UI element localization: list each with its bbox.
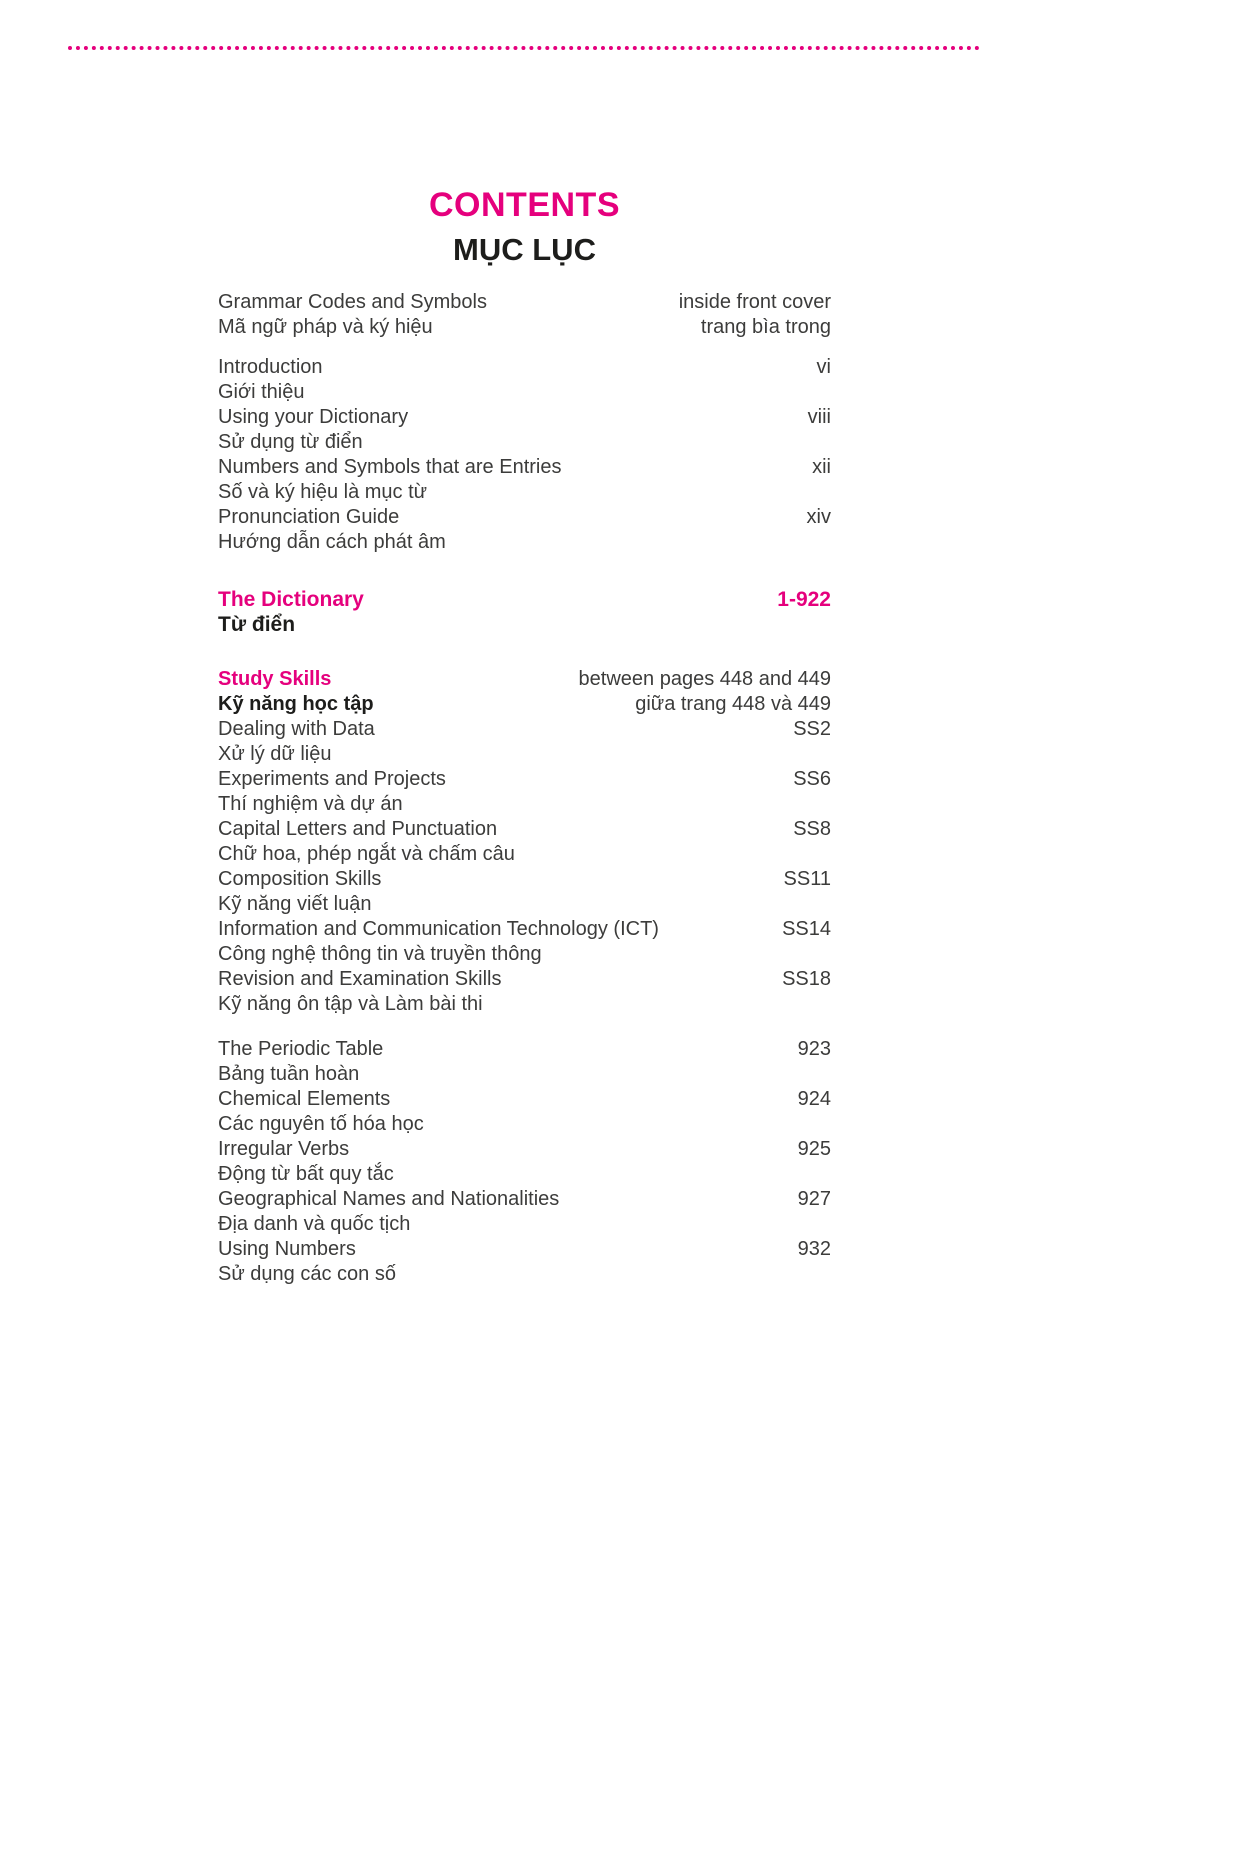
entry-page: SS18: [782, 968, 831, 990]
entry-label: Mã ngữ pháp và ký hiệu: [218, 316, 433, 338]
entry-label: Geographical Names and Nationalities: [218, 1188, 560, 1210]
toc-row: [218, 692, 831, 717]
entry-label: Information and Communication Technology (ICT): [218, 918, 659, 940]
toc-row: [218, 315, 831, 340]
entry-label: Composition Skills: [218, 868, 382, 890]
entry-page: SS8: [793, 818, 831, 840]
entry-page: between pages 448 and 449: [578, 668, 831, 690]
entry-label: Capital Letters and Punctuation: [218, 818, 498, 840]
entry-label: Grammar Codes and Symbols: [218, 291, 487, 313]
entry-label: Using your Dictionary: [218, 406, 409, 428]
toc-row: [218, 1087, 831, 1112]
entry-label: Hướng dẫn cách phát âm: [218, 531, 446, 553]
toc-row: [218, 1187, 831, 1212]
entry-label: Kỹ năng học tập: [218, 693, 374, 715]
toc-row: [218, 1062, 831, 1087]
entry-page: SS6: [793, 768, 831, 790]
toc-row: [218, 742, 831, 767]
toc-row: [218, 717, 831, 742]
toc-row: [218, 1262, 831, 1287]
entry-label: Pronunciation Guide: [218, 506, 400, 528]
toc-row: [218, 505, 831, 530]
entry-page: SS14: [782, 918, 831, 940]
entry-label: Chemical Elements: [218, 1088, 391, 1110]
toc-row: [218, 992, 831, 1017]
entry-label: Irregular Verbs: [218, 1138, 350, 1160]
entry-page: SS2: [793, 718, 831, 740]
toc-row: [218, 355, 831, 380]
entry-label: Số và ký hiệu là mục từ: [218, 481, 428, 503]
entry-label: Introduction: [218, 356, 323, 378]
entry-label: Sử dụng các con số: [218, 1263, 396, 1285]
toc-row: [218, 892, 831, 917]
entry-label: Numbers and Symbols that are Entries: [218, 456, 562, 478]
entry-page: inside front cover: [678, 291, 831, 313]
entry-page: 1-922: [777, 588, 831, 611]
toc-row: [218, 867, 831, 892]
toc-row: [218, 1237, 831, 1262]
toc-section-back-matter: [218, 1037, 831, 1287]
toc-row: [218, 405, 831, 430]
toc-row: [218, 290, 831, 315]
entry-label: Từ điển: [218, 613, 296, 636]
entry-page: 932: [797, 1238, 831, 1260]
entry-page: giữa trang 448 và 449: [635, 693, 831, 715]
entry-page: viii: [807, 406, 831, 428]
toc-row: [218, 917, 831, 942]
entry-label: Kỹ năng viết luận: [218, 893, 372, 915]
entry-label: Giới thiệu: [218, 381, 305, 403]
entry-label: The Dictionary: [218, 588, 364, 611]
toc-row: [218, 1137, 831, 1162]
toc-section-front-matter: [218, 355, 831, 555]
entry-label: Study Skills: [218, 668, 332, 690]
entry-page: xiv: [806, 506, 831, 528]
toc-row: [218, 480, 831, 505]
entry-label: The Periodic Table: [218, 1038, 384, 1060]
page-title: CONTENTS: [429, 186, 620, 224]
entry-page: 923: [797, 1038, 831, 1060]
toc-row: [218, 587, 831, 612]
entry-page: 924: [797, 1088, 831, 1110]
entry-label: Thí nghiệm và dự án: [218, 793, 403, 815]
entry-label: Dealing with Data: [218, 718, 375, 740]
entry-label: Công nghệ thông tin và truyền thông: [218, 943, 542, 965]
toc-row: [218, 767, 831, 792]
toc-row: [218, 430, 831, 455]
entry-label: Chữ hoa, phép ngắt và chấm câu: [218, 843, 515, 865]
entry-label: Bảng tuần hoàn: [218, 1063, 360, 1085]
entry-label: Kỹ năng ôn tập và Làm bài thi: [218, 993, 483, 1015]
toc-row: [218, 1037, 831, 1062]
toc-row: [218, 967, 831, 992]
toc-row: [218, 842, 831, 867]
toc-row: [218, 817, 831, 842]
entry-page: SS11: [783, 868, 831, 890]
toc-row: [218, 530, 831, 555]
toc-section-study-skills: [218, 667, 831, 1017]
entry-page: vi: [816, 356, 831, 378]
toc-row: [218, 792, 831, 817]
entry-label: Using Numbers: [218, 1238, 356, 1260]
toc-row: [218, 667, 831, 692]
entry-page: 925: [797, 1138, 831, 1160]
toc-section-dictionary: [218, 587, 831, 637]
dotted-rule: [68, 46, 980, 50]
entry-page: trang bìa trong: [700, 316, 831, 338]
toc-section-grammar-codes: [218, 290, 831, 340]
entry-label: Động từ bất quy tắc: [218, 1163, 394, 1185]
toc-row: [218, 1212, 831, 1237]
table-of-contents: [218, 290, 831, 1287]
toc-row: [218, 380, 831, 405]
entry-label: Experiments and Projects: [218, 768, 446, 790]
toc-row: [218, 942, 831, 967]
toc-row: [218, 612, 831, 637]
entry-page: 927: [797, 1188, 831, 1210]
entry-label: Xử lý dữ liệu: [218, 743, 332, 765]
entry-label: Địa danh và quốc tịch: [218, 1213, 411, 1235]
entry-label: Các nguyên tố hóa học: [218, 1113, 424, 1135]
entry-label: Sử dụng từ điển: [218, 431, 363, 453]
entry-label: Revision and Examination Skills: [218, 968, 502, 990]
toc-row: [218, 1162, 831, 1187]
page-subtitle: MỤC LỤC: [453, 232, 596, 267]
toc-row: [218, 455, 831, 480]
toc-row: [218, 1112, 831, 1137]
entry-page: xii: [812, 456, 831, 478]
